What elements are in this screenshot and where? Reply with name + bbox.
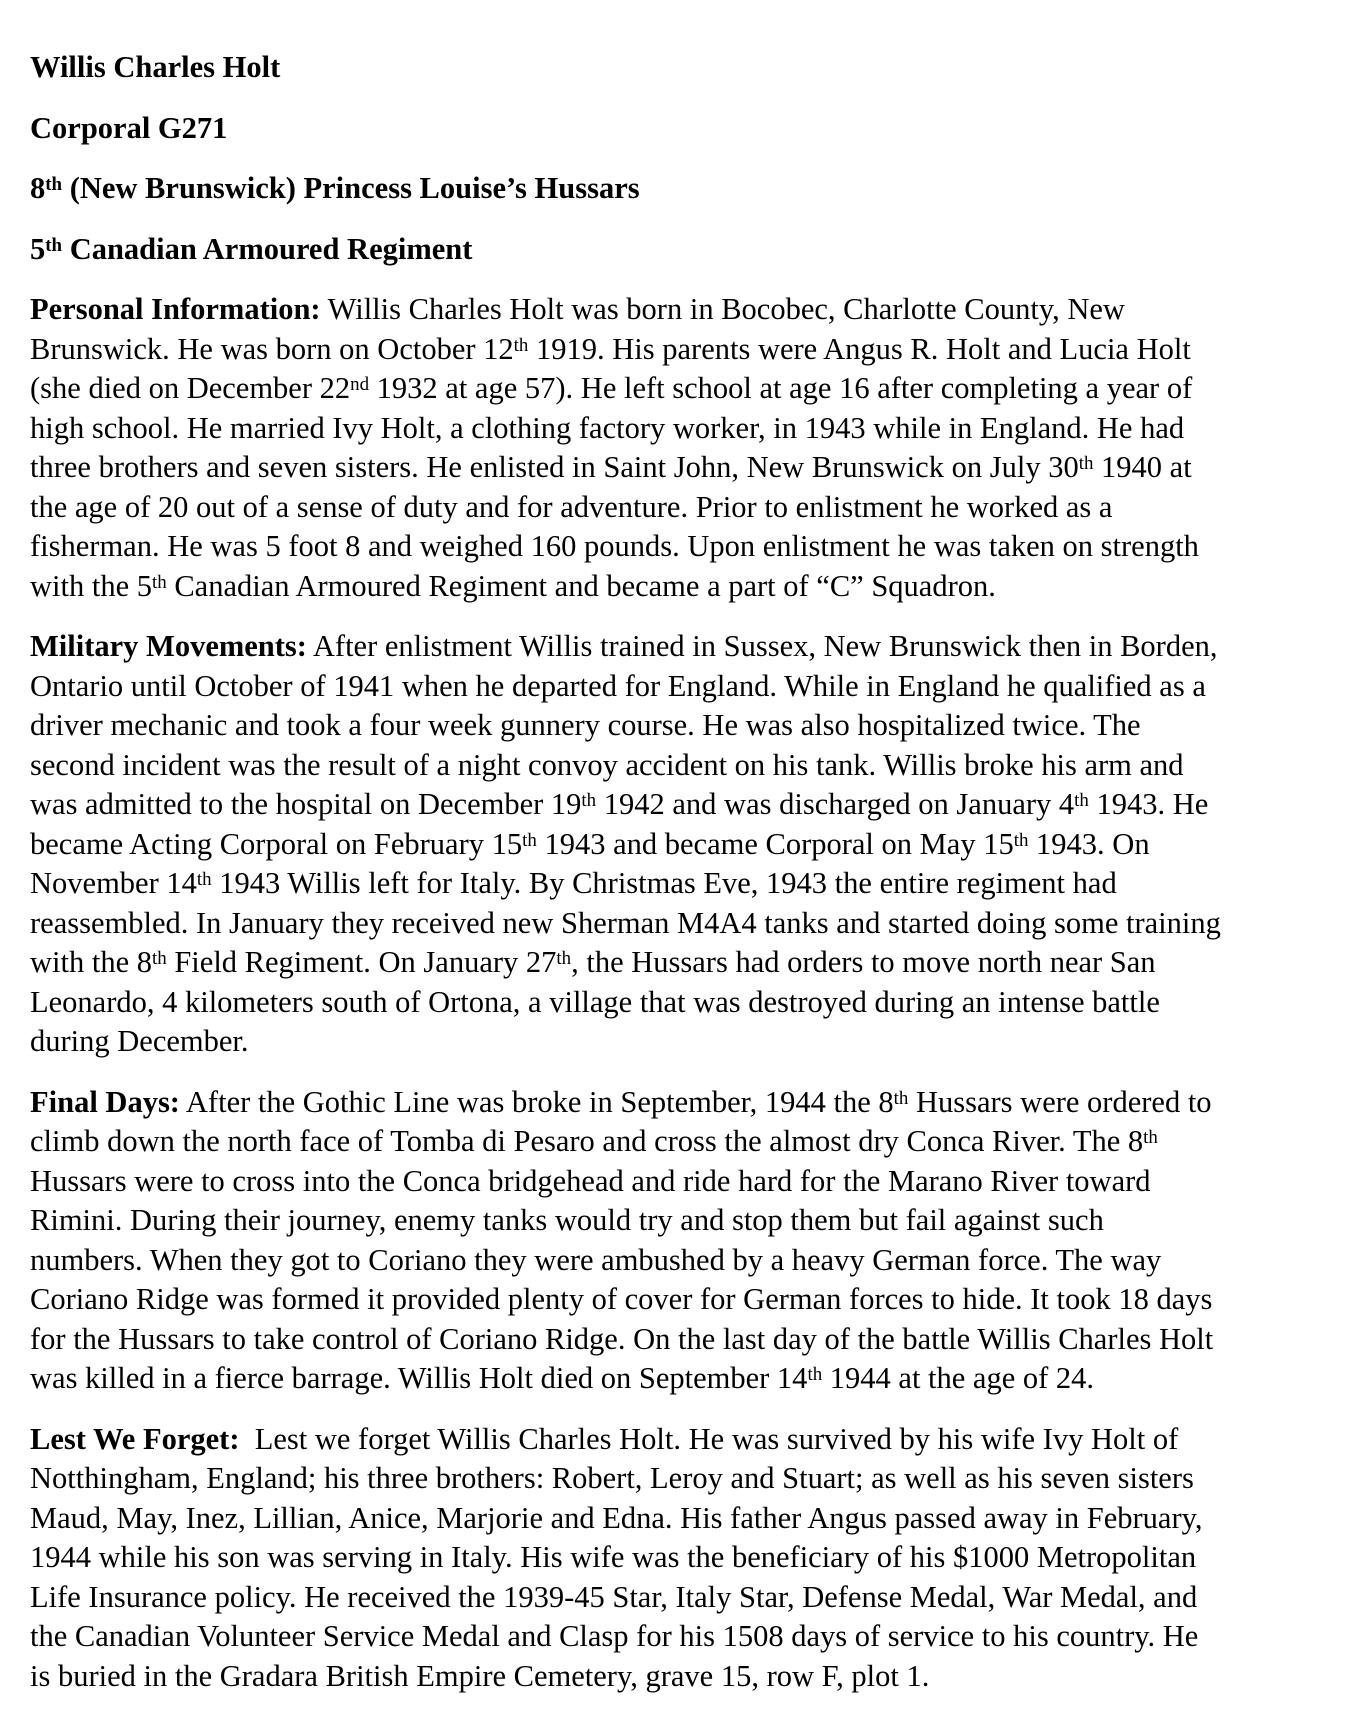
body-text: Willis Charles Holt was born in Bocobec, Charlotte County, New Brunswick. He was born on October 12: [30, 292, 1133, 366]
superscript-text: th: [196, 869, 212, 891]
superscript-text: th: [1078, 453, 1094, 475]
bold-text: Final Days:: [30, 1084, 180, 1119]
body-text: 1942 and was discharged on January 4: [596, 787, 1075, 821]
body-text: After the Gothic Line was broke in September, 1944 the 8: [179, 1084, 894, 1119]
superscript-text: th: [45, 234, 63, 256]
superscript-text: th: [522, 829, 537, 851]
body-text: 1919. His parents were Angus R. Holt and Lucia Holt (she died on December 22: [30, 331, 1199, 405]
body-text: 1943. He became Acting Corporal on February 15: [30, 787, 1216, 861]
body-text: 1932 at age 57). He left school at age 16 after completing a year of high school. He married Ivy Holt, a clothing factory worker, in 1943 while in England. He had three brothers and seven sisters. He enlisted in Saint John, New Brunswick on July 30: [30, 371, 1200, 484]
body-text: Canadian Armoured Regiment and became a part of “C” Squadron.: [166, 568, 996, 603]
document-heading: [30, 48, 1222, 88]
bold-text: Military Movements:: [30, 629, 307, 663]
body-text: Hussars were to cross into the Conca bridgehead and ride hard for the Marano River toward Rimini. During their journey, enemy tanks would try and stop them but fail against such numbers. When they got to Coriano they were ambushed by a heavy German force. The way Coriano Ridge was formed it provided plenty of cover for German forces to hide. It took 18 days for the Hussars to take control of Coriano Ridge. On the last day of the battle Willis Charles Holt was killed in a fierce barrage. Willis Holt died on September 14: [30, 1124, 1221, 1395]
body-text: Field Regiment. On January 27: [166, 945, 557, 979]
bold-text: Lest We Forget:: [30, 1421, 240, 1456]
body-text: 1943. On November 14: [30, 826, 1158, 900]
superscript-text: th: [893, 1087, 909, 1109]
superscript-text: th: [1074, 790, 1089, 812]
superscript-text: th: [45, 174, 63, 196]
superscript-text: th: [556, 948, 572, 970]
bold-text: Personal Information:: [30, 292, 321, 326]
superscript-text: th: [807, 1364, 823, 1386]
body-text: 1943 and became Corporal on May 15: [536, 826, 1014, 861]
document-paragraph: [30, 1083, 1222, 1399]
body-text: 1943 Willis left for Italy. By Christmas Eve, 1943 the entire regiment had reassembled. In January they received new Sherman M4A4 tanks and started doing some training with the 8: [30, 866, 1229, 979]
superscript-text: th: [1143, 1127, 1158, 1149]
body-text: Hussars were ordered to climb down the north face of Tomba di Pesaro and cross the almost dry Conca River. The 8: [30, 1084, 1220, 1158]
superscript-text: th: [152, 948, 167, 970]
superscript-text: th: [581, 790, 597, 812]
bold-text: Willis Charles Holt: [30, 50, 281, 84]
body-text: Lest we forget Willis Charles Holt. He was survived by his wife Ivy Holt of Notthingham, England; his three brothers: Robert, Leroy and Stuart; as well as his seven sisters Maud, May, Inez, Lillian, Anice, Marjorie and Edna. His father Angus passed away in February, 1944 while his son was serving in Italy. His wife was the beneficiary of his $1000 Metropolitan Life Insurance policy. He received the 1939-45 Star, Italy Star, Defense Medal, War Medal, and the Canadian Volunteer Service Medal and Clasp for his 1508 days of service to his country. He is buried in the Gradara British Empire Cemetery, grave 15, row F, plot 1.: [30, 1421, 1211, 1693]
bold-text: (New Brunswick) Princess Louise’s Hussars: [62, 171, 640, 205]
bold-text: Canadian Armoured Regiment: [62, 231, 473, 266]
document-heading: [30, 169, 1222, 209]
document-heading: [30, 230, 1222, 270]
body-text: 1940 at the age of 20 out of a sense of duty and for adventure. Prior to enlistment he worked as a fisherman. He was 5 foot 8 and weighed 160 pounds. Upon enlistment he was taken on strength with the 5: [30, 450, 1207, 603]
superscript-text: th: [152, 571, 167, 593]
body-text: 1944 at the age of 24.: [822, 1361, 1095, 1395]
superscript-text: nd: [350, 374, 370, 396]
bold-text: 8: [30, 171, 46, 205]
bold-text: Corporal G271: [30, 110, 228, 145]
document-paragraph: [30, 290, 1222, 606]
superscript-text: th: [513, 334, 529, 356]
body-text: , the Hussars had orders to move north near San Leonardo, 4 kilometers south of Ortona, a village that was destroyed during an intense battle during December.: [30, 945, 1168, 1058]
document-paragraph: [30, 627, 1229, 1062]
document-heading: [30, 109, 1222, 149]
body-text: After enlistment Willis trained in Sussex, New Brunswick then in Borden, Ontario until October of 1941 when he departed for England. While in England he qualified as a driver mechanic and took a four week gunnery course. He was also hospitalized twice. The second incident was the result of a night convoy accident on his tank. Willis broke his arm and was admitted to the hospital on December 19: [30, 629, 1226, 821]
superscript-text: th: [1013, 829, 1029, 851]
bold-text: 5: [30, 231, 46, 266]
document-paragraph: [30, 1420, 1222, 1697]
